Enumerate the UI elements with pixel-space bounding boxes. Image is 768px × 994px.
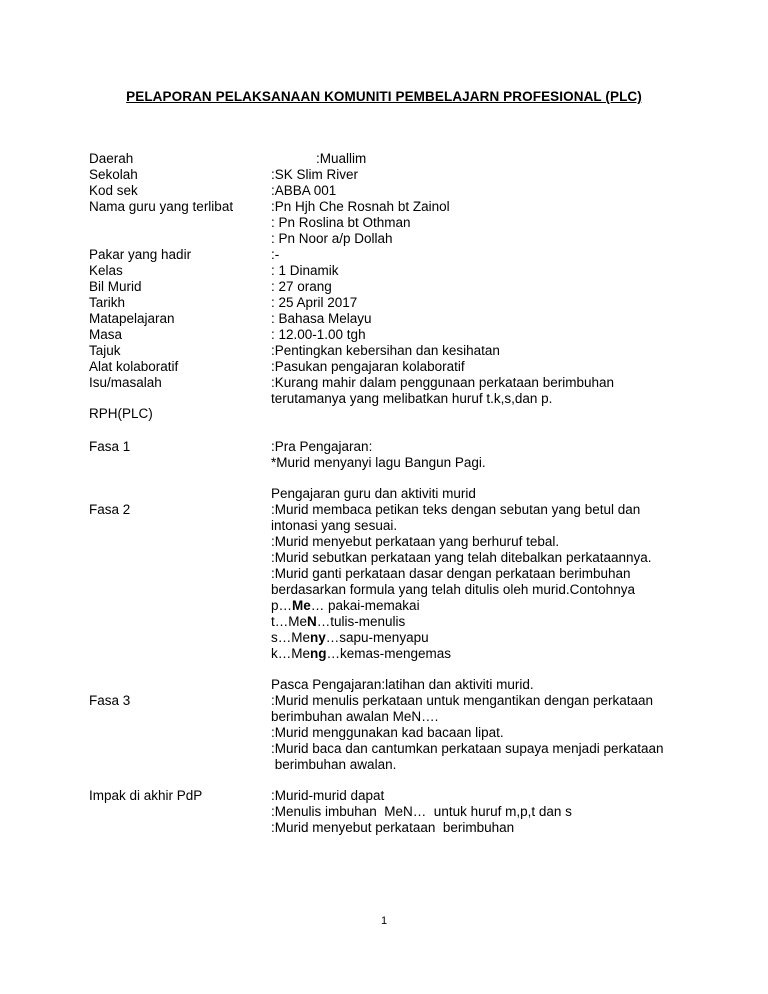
fasa2-line-5: :Murid ganti perkataan dasar dengan perkataan berimbuhan [271,566,631,581]
value-pakar: :- [271,247,280,262]
fasa2-line-2: intonasi yang sesuai. [271,518,398,533]
example-2-pre: t…Me [271,614,308,629]
value-tarikh: : 25 April 2017 [271,295,358,310]
example-3-pre: s…Me [271,630,311,645]
label-kelas: Kelas [89,263,123,278]
value-isu-1: :Kurang mahir dalam penggunaan perkataan berimbuhan [271,375,614,390]
label-pakar: Pakar yang hadir [89,247,192,262]
example-1-pre: p… [271,598,293,613]
example-4-post: …kemas-mengemas [326,646,452,661]
label-impak: Impak di akhir PdP [89,788,203,803]
fasa2-example-2 [271,614,405,630]
example-1-post: … pakai-memakai [310,598,420,613]
value-kelas: : 1 Dinamik [271,263,339,278]
label-kod-sek: Kod sek [89,183,138,198]
label-guru: Nama guru yang terlibat [89,199,234,214]
example-3-post: …sapu-menyapu [325,630,429,645]
label-bil-murid: Bil Murid [89,279,142,294]
fasa3-line-4: :Murid baca dan cantumkan perkataan supaya menjadi perkataan [271,741,664,756]
fasa3-heading: Pasca Pengajaran:latihan dan aktiviti murid. [271,677,534,692]
fasa2-heading: Pengajaran guru dan aktiviti murid [271,486,476,501]
fasa3-line-1: :Murid menulis perkataan untuk mengantikan dengan perkataan [271,693,653,708]
fasa2-line-6: berdasarkan formula yang telah ditulis oleh murid.Contohnya [271,582,635,597]
label-daerah: Daerah [89,151,134,166]
label-isu: Isu/masalah [89,375,162,390]
impak-line-2: :Menulis imbuhan MeN… untuk huruf m,p,t dan s [271,804,572,819]
label-sekolah: Sekolah [89,167,138,182]
value-guru-1: :Pn Hjh Che Rosnah bt Zainol [271,199,450,214]
value-isu-2: terutamanya yang melibatkan huruf t.k,s,dan p. [271,391,553,406]
example-2-bold: N [307,614,317,629]
value-guru-3: : Pn Noor a/p Dollah [271,231,393,246]
impak-line-1: :Murid-murid dapat [271,788,385,803]
fasa1-line-1: :Pra Pengajaran: [271,439,373,454]
fasa2-example-3 [271,630,429,646]
value-daerah: :Muallim [316,151,367,166]
page-number: 1 [380,915,388,927]
label-rph: RPH(PLC) [89,406,153,421]
label-masa: Masa [89,327,123,342]
value-alat: :Pasukan pengajaran kolaboratif [271,359,465,374]
value-sekolah: :SK Slim River [271,167,359,182]
fasa1-line-2: *Murid menyanyi lagu Bangun Pagi. [271,455,486,470]
example-4-bold: ng [310,646,327,661]
example-4-pre: k…Me [271,646,311,661]
example-1-bold: Me [292,598,311,613]
value-matapelajaran: : Bahasa Melayu [271,311,372,326]
example-2-post: …tulis-menulis [316,614,406,629]
value-guru-2: : Pn Roslina bt Othman [271,215,411,230]
label-tajuk: Tajuk [89,343,121,358]
label-fasa-3: Fasa 3 [89,693,131,708]
fasa3-line-5: berimbuhan awalan. [271,757,397,772]
value-tajuk: :Pentingkan kebersihan dan kesihatan [271,343,500,358]
value-bil-murid: : 27 orang [271,279,332,294]
fasa2-example-1 [271,598,420,614]
fasa2-line-1: :Murid membaca petikan teks dengan sebutan yang betul dan [271,502,641,517]
value-kod-sek: :ABBA 001 [271,183,337,198]
impak-line-3: :Murid menyebut perkataan berimbuhan [271,820,515,835]
fasa2-line-3: :Murid menyebut perkataan yang berhuruf tebal. [271,534,560,549]
fasa2-line-4: :Murid sebutkan perkataan yang telah ditebalkan perkataannya. [271,550,652,565]
label-fasa-2: Fasa 2 [89,502,131,517]
label-tarikh: Tarikh [89,295,126,310]
fasa3-line-2: berimbuhan awalan MeN…. [271,709,439,724]
page-title: PELAPORAN PELAKSANAAN KOMUNITI PEMBELAJARN PROFESIONAL (PLC) [126,89,642,104]
value-masa: : 12.00-1.00 tgh [271,327,366,342]
label-fasa-1: Fasa 1 [89,439,131,454]
label-matapelajaran: Matapelajaran [89,311,175,326]
example-3-bold: ny [310,630,326,645]
fasa3-line-3: :Murid menggunakan kad bacaan lipat. [271,725,504,740]
label-alat: Alat kolaboratif [89,359,179,374]
fasa2-example-4 [271,646,451,662]
